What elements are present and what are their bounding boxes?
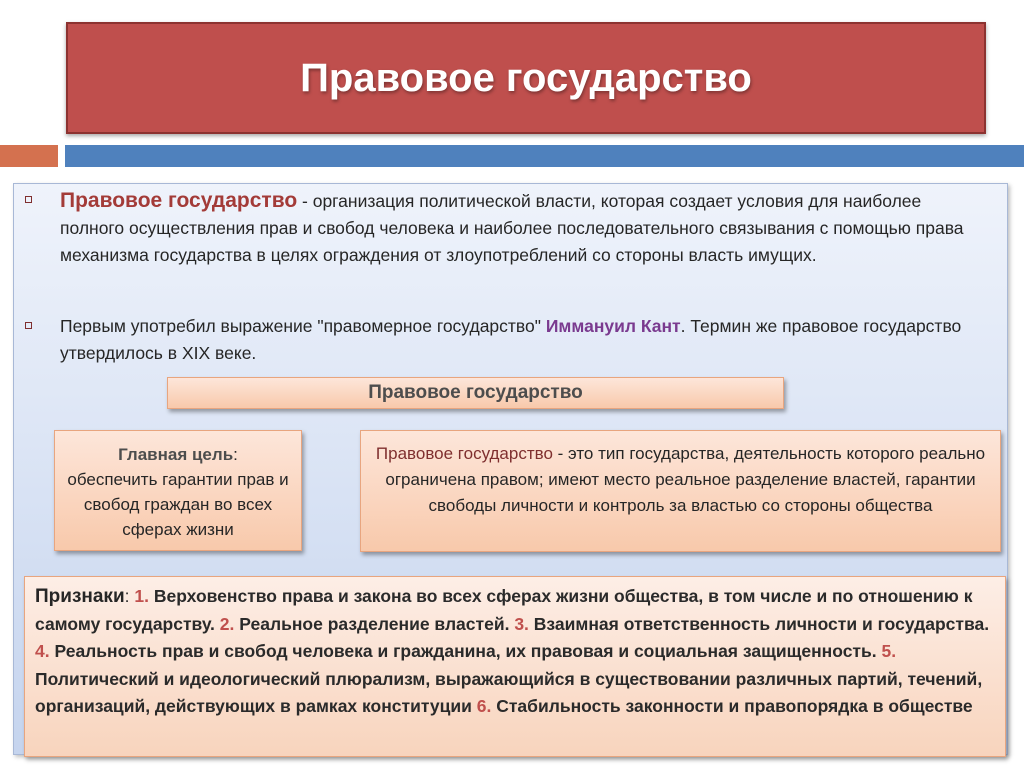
sign-number: 5. xyxy=(881,641,897,661)
slide-title: Правовое государство xyxy=(300,55,752,100)
bullet-history xyxy=(25,313,985,367)
bullet-definition xyxy=(25,187,985,269)
sign-text: Реальность прав и свобод человека и гражданина, их правовая и социальная защищенность. xyxy=(49,641,882,661)
sign-text: Взаимная ответственность личности и государства. xyxy=(528,613,990,634)
sign-number: 2. xyxy=(219,613,235,634)
signs-colon: : xyxy=(124,586,135,606)
square-bullet-icon xyxy=(25,322,32,329)
history-post: . Термин же правовое государство утвердилось в XIX веке. xyxy=(60,316,962,363)
term-highlight: Правовое государство xyxy=(60,189,298,212)
decor-stripe-blue xyxy=(65,145,1024,167)
sign-text: Стабильность законности и правопорядка в обществе xyxy=(491,696,973,716)
definition-body: - это тип государства, деятельность которого реально ограничена правом; имеют место реальное разделение властей, гарантии свободы личности и контроль за властью со стороны общества xyxy=(385,444,986,515)
author-name: Иммануил Кант xyxy=(545,316,681,336)
sign-text: Политический и идеологический плюрализм, выражающийся в существовании различных партий, течений, организаций, действующих в рамках конституции xyxy=(35,668,983,716)
sign-number: 3. xyxy=(514,613,529,634)
concept-header-box: Правовое государство xyxy=(167,377,784,409)
square-bullet-icon xyxy=(25,196,32,203)
title-banner xyxy=(66,22,986,134)
goal-colon: : xyxy=(233,445,238,464)
sign-number: 1. xyxy=(134,586,149,606)
goal-label: Главная цель xyxy=(118,445,234,464)
definition-label: Правовое государство xyxy=(375,444,553,463)
main-goal-box xyxy=(54,430,302,551)
bullet-history-text xyxy=(60,313,985,367)
separator: - xyxy=(297,191,313,211)
sign-number: 6. xyxy=(476,696,492,716)
sign-text: Реальное разделение властей. xyxy=(234,613,515,634)
sign-text: Верховенство права и закона во всех сферах жизни общества, в том числе и по отношению к самому государству. xyxy=(35,586,973,634)
history-pre: Первым употребил выражение "правомерное государство" xyxy=(60,316,546,336)
goal-text: обеспечить гарантии прав и свобод граждан во всех сферах жизни xyxy=(67,470,289,539)
signs-label: Признаки xyxy=(35,586,125,607)
decor-stripe-red xyxy=(0,145,58,167)
sign-number: 4. xyxy=(35,641,50,661)
definition-text: организация политической власти, которая создает условия для наиболее полного осуществления прав и свобод человека и наиболее последовательного связывания с помощью права механизма государства в целях ограждения от злоупотреблений со стороны власть имущих. xyxy=(60,191,964,265)
bullet-definition-text xyxy=(60,187,985,269)
signs-box xyxy=(24,576,1006,757)
definition-box xyxy=(360,430,1001,552)
